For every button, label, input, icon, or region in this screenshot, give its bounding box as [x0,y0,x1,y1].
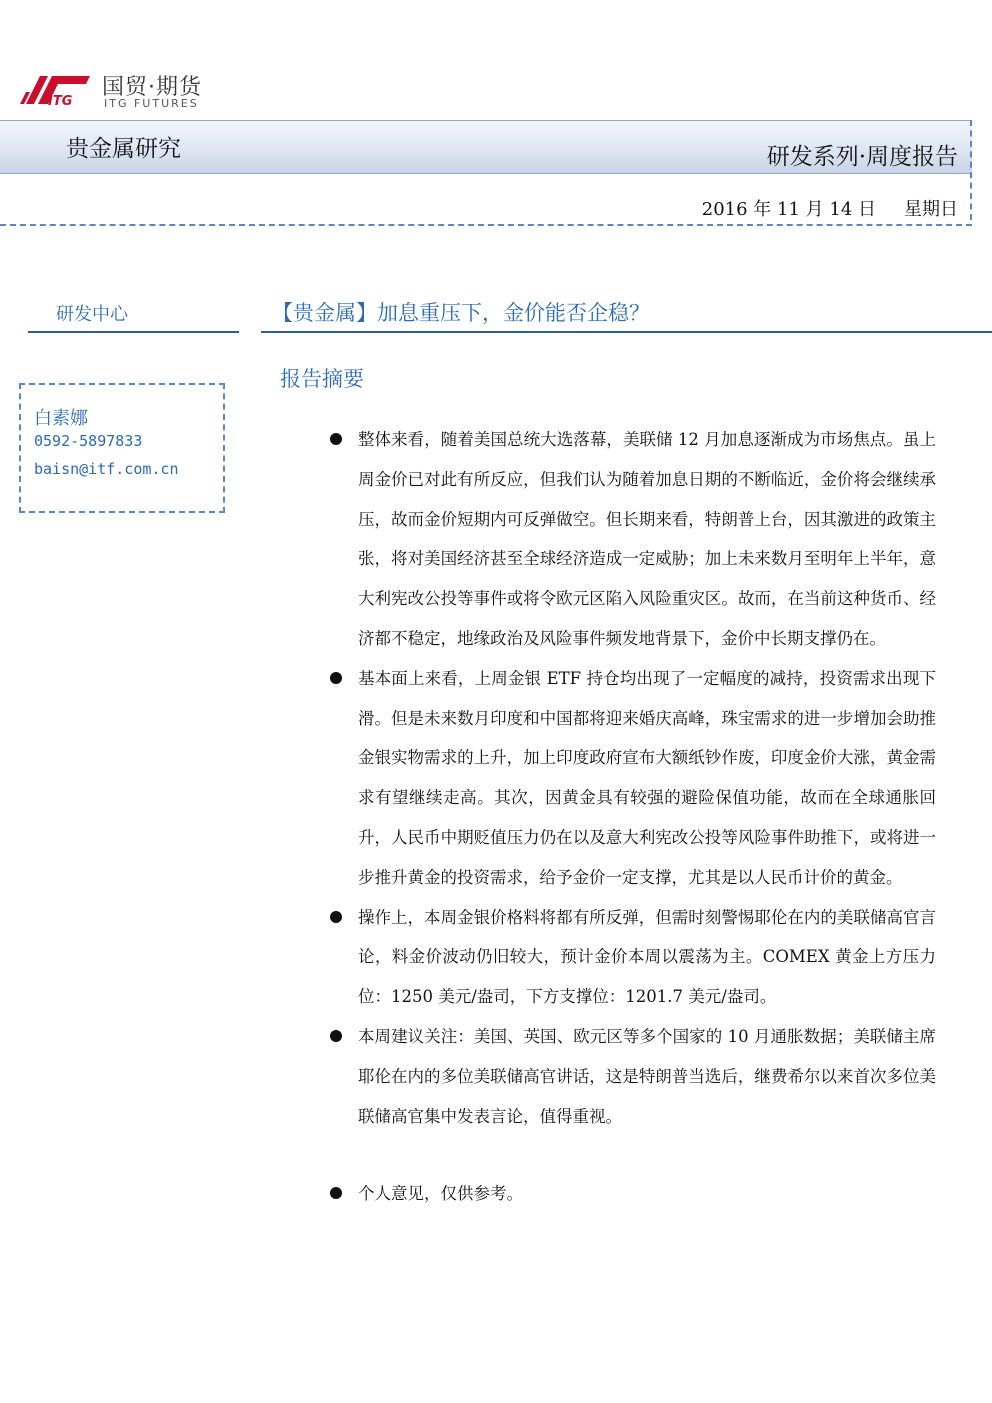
bullet-text: 操作上，本周金银价格料将都有所反弹，但需时刻警惕耶伦在内的美联储高官言论，料金价波动仍旧较大，预计金价本周以震荡为主。COMEX 黄金上方压力位：1250 美元/盎司，下方支撑位：1201.7 美元/盎司。 [358,907,936,1007]
title-rule [261,331,992,333]
bullet-text: 基本面上来看，上周金银 ETF 持仓均出现了一定幅度的减持，投资需求出现下滑。但是未来数月印度和中国都将迎来婚庆高峰，珠宝需求的进一步增加会助推金银实物需求的上升，加上印度政府宣布大额纸钞作废，印度金价大涨，黄金需求有望继续走高。其次，因黄金具有较强的避险保值功能，故而在全球通胀回升，人民币中期贬值压力仍在以及意大利宪改公投等风险事件助推下，或将进一步推升黄金的投资需求，给予金价一定支撑，尤其是以人民币计价的黄金。 [358,668,936,887]
bullet-dot-icon [330,1030,342,1042]
summary-bullet [330,659,936,898]
logo-en-name: ITG FUTURES [104,97,199,110]
analyst-name: 白素娜 [34,408,88,429]
bullet-dot-icon [330,911,342,923]
logo-cn-name: 国贸·期货 [102,75,202,100]
analyst-phone: 0592-5897833 [34,432,143,450]
company-logo [18,70,218,114]
summary-bullet [330,1017,936,1136]
summary-heading: 报告摘要 [280,367,364,391]
logo-mark-text: ITG [48,94,73,109]
summary-bullet [330,898,936,1017]
bullet-text: 整体来看，随着美国总统大选落幕，美联储 12 月加息逐渐成为市场焦点。虽上周金价已对此有所反应，但我们认为随着加息日期的不断临近，金价将会继续承压，故而金价短期内可反弹做空。但长期来看，特朗普上台，因其激进的政策主张，将对美国经济甚至全球经济造成一定威胁；加上未来数月至明年上半年，意大利宪改公投等事件或将令欧元区陷入风险重灾区。故而，在当前这种货币、经济都不稳定，地缘政治及风险事件频发地背景下，金价中长期支撑仍在。 [358,430,936,648]
report-title: 【贵金属】加息重压下，金价能否企稳？ [272,301,650,325]
bullet-text: 本周建议关注：美国、英国、欧元区等多个国家的 10 月通胀数据；美联储主席耶伦在内的多位美联储高官讲话，这是特朗普当选后，继费希尔以来首次多位美联储高官集中发表言论，值得重视。 [358,1026,936,1126]
header-dashed-separator [0,224,972,226]
itg-logo-icon [18,70,92,110]
summary-bullet [330,1174,936,1214]
sidebar-rule [28,331,239,333]
bullet-dot-icon [330,672,342,684]
report-weekday: 星期日 [904,199,958,220]
section-title: 贵金属研究 [66,136,181,162]
bullet-text: 个人意见，仅供参考。 [358,1184,523,1204]
report-date-line [702,195,958,221]
summary-bullet [330,420,936,659]
report-date: 2016 年 11 月 14 日 [701,199,876,220]
bullet-dot-icon [330,433,342,445]
department-label: 研发中心 [56,304,128,325]
summary-bullet-list [330,420,936,1214]
series-title: 研发系列·周度报告 [766,144,958,170]
analyst-email: baisn@itf.com.cn [34,460,179,478]
right-dashed-border [970,120,972,220]
bullet-dot-icon [330,1187,342,1199]
